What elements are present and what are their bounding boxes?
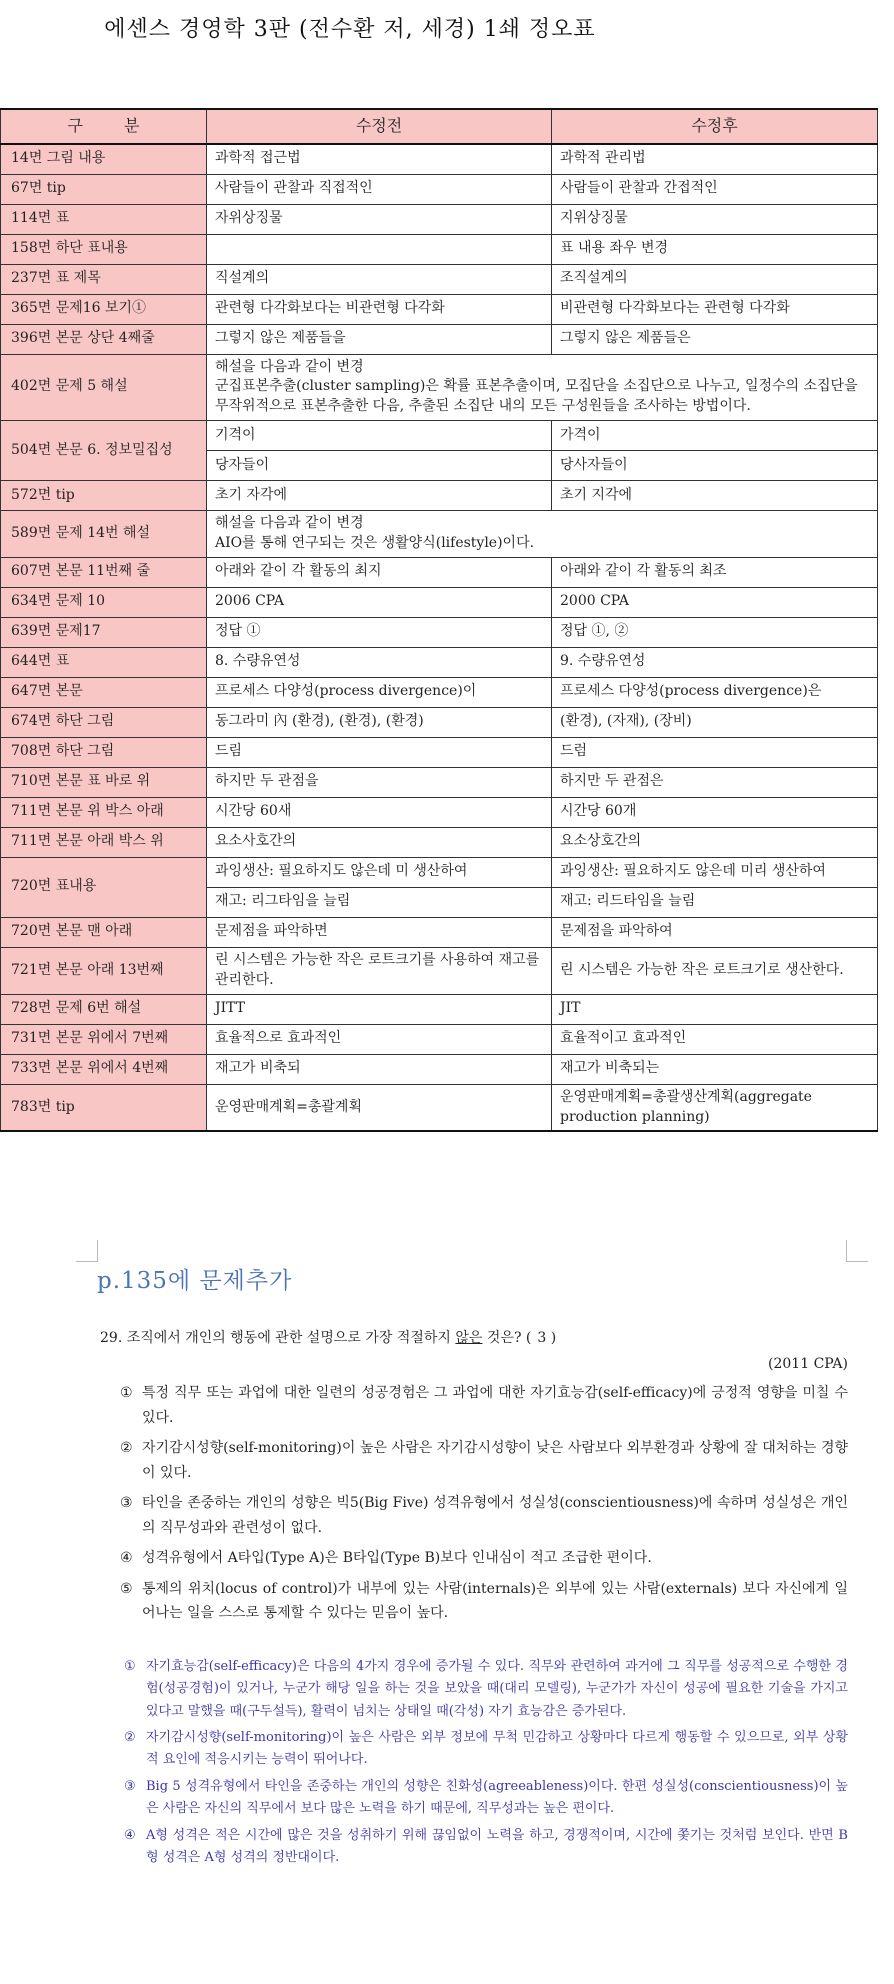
option-item	[120, 1436, 848, 1485]
cell-before: 요소사호간의	[207, 827, 552, 857]
cell-after: (환경), (자재), (장비)	[552, 707, 878, 737]
table-row	[1, 767, 878, 797]
cell-before: 아래와 같이 각 활동의 최지	[207, 557, 552, 587]
cell-before: 재고가 비축되	[207, 1054, 552, 1084]
option-text: 특정 직무 또는 과업에 대한 일련의 성공경험은 그 과업에 대한 자기효능감(self-efficacy)에 긍정적 영향을 미칠 수 있다.	[142, 1385, 848, 1426]
cell-after: 하지만 두 관점은	[552, 767, 878, 797]
explanation-number: ①	[124, 1659, 136, 1674]
crop-mark-left	[76, 1240, 98, 1262]
cell-after: 프로세스 다양성(process divergence)은	[552, 677, 878, 707]
table-row	[1, 234, 878, 264]
cell-before: 기격이	[207, 421, 552, 451]
cell-after: 2000 CPA	[552, 587, 878, 617]
cell-before: 그렇지 않은 제품들을	[207, 324, 552, 354]
cell-after: 초기 지각에	[552, 481, 878, 511]
cell-location: 237면 표 제목	[1, 264, 207, 294]
cell-after: JIT	[552, 994, 878, 1024]
cell-after: 가격이	[552, 421, 878, 451]
cell-after: 요소상호간의	[552, 827, 878, 857]
question-stem-close: )	[546, 1330, 557, 1346]
explanation-item	[124, 1727, 848, 1772]
cell-before: 2006 CPA	[207, 587, 552, 617]
document-title: 에센스 경영학 3판 (전수환 저, 세경) 1쇄 정오표	[104, 17, 596, 42]
cell-after: 린 시스템은 가능한 작은 로트크기로 생산한다.	[552, 947, 878, 994]
question-stem	[100, 1328, 848, 1350]
cell-after: 운영판매계획=총괄생산계획(aggregate production planning)	[552, 1084, 878, 1131]
cell-before: 린 시스템은 가능한 작은 로트크기를 사용하여 재고를 관리한다.	[207, 947, 552, 994]
cell-location: 67면 tip	[1, 174, 207, 204]
table-row	[1, 324, 878, 354]
option-item	[120, 1546, 848, 1571]
explanation-item	[124, 1776, 848, 1821]
question-block	[100, 1328, 848, 1632]
cell-before: 당자들이	[207, 451, 552, 481]
explanation-number: ④	[124, 1827, 136, 1843]
header-location: 구 분	[1, 109, 207, 144]
table-row	[1, 264, 878, 294]
cell-before: 재고: 리그타임을 늘림	[207, 887, 552, 917]
cell-after: 사람들이 관찰과 간접적인	[552, 174, 878, 204]
cell-after: 과학적 관리법	[552, 144, 878, 174]
table-row	[1, 481, 878, 511]
cell-location: 783면 tip	[1, 1084, 207, 1131]
table-row	[1, 617, 878, 647]
table-row	[1, 1024, 878, 1054]
cell-location: 396면 본문 상단 4째줄	[1, 324, 207, 354]
table-row	[1, 174, 878, 204]
errata-table	[0, 108, 878, 1132]
option-number: ②	[120, 1440, 133, 1457]
cell-before: 과잉생산: 필요하지도 않은데 미 생산하여	[207, 857, 552, 887]
option-text: 통제의 위치(locus of control)가 내부에 있는 사람(internals)은 외부에 있는 사람(externals) 보다 자신에게 일어나는 일을 스스로 통제할 수 있다는 믿음이 높다.	[142, 1580, 848, 1622]
explanation-item	[124, 1656, 848, 1723]
cell-location: 711면 본문 아래 박스 위	[1, 827, 207, 857]
table-row	[1, 354, 878, 421]
explanation-number: ②	[124, 1730, 136, 1746]
cell-location: 365면 문제16 보기①	[1, 294, 207, 324]
option-text: 타인을 존중하는 개인의 성향은 빅5(Big Five) 성격유형에서 성실성(conscientiousness)에 속하며 성실성은 개인의 직무성과와 관련성이 없다.	[142, 1495, 848, 1536]
cell-merged-note	[207, 511, 878, 558]
cell-before: 정답 ①	[207, 617, 552, 647]
note-line-1: 해설을 다음과 같이 변경	[215, 358, 364, 375]
header-after: 수정후	[552, 109, 878, 144]
cell-location: 589면 문제 14번 해설	[1, 511, 207, 558]
note-line-2: 군집표본추출(cluster sampling)은 확률 표본추출이며, 모집단을 소집단으로 나누고, 일정수의 소집단을 무작위적으로 표본추출한 다음, 추출된 소집단 내의 모든 구성원들을 조사하는 방법이다.	[215, 378, 858, 415]
table-row	[1, 857, 878, 887]
question-source: (2011 CPA)	[768, 1355, 848, 1372]
cell-before: 과학적 접근법	[207, 144, 552, 174]
cell-location: 674면 하단 그림	[1, 707, 207, 737]
option-text: 자기감시성향(self-monitoring)이 높은 사람은 자기감시성향이 낮은 사람보다 외부환경과 상황에 잘 대처하는 경향이 있다.	[142, 1440, 848, 1481]
cell-location: 158면 하단 표내용	[1, 234, 207, 264]
cell-location: 14면 그림 내용	[1, 144, 207, 174]
cell-location: 731면 본문 위에서 7번째	[1, 1024, 207, 1054]
header-before: 수정전	[207, 109, 552, 144]
table-row	[1, 587, 878, 617]
question-stem-prefix: 29. 조직에서 개인의 행동에 관한 설명으로 가장 적절하지	[100, 1330, 456, 1346]
cell-before: 직설계의	[207, 264, 552, 294]
cell-after: 재고: 리드타임을 늘림	[552, 887, 878, 917]
cell-after: 조직설계의	[552, 264, 878, 294]
table-row	[1, 737, 878, 767]
cell-before: JITT	[207, 994, 552, 1024]
cell-location: 733면 본문 위에서 4번째	[1, 1054, 207, 1084]
cell-before: 동그라미 內 (환경), (환경), (환경)	[207, 707, 552, 737]
cell-before: 관련형 다각화보다는 비관련형 다각화	[207, 294, 552, 324]
cell-after: 표 내용 좌우 변경	[552, 234, 878, 264]
table-row	[1, 557, 878, 587]
cell-after: 과잉생산: 필요하지도 않은데 미리 생산하여	[552, 857, 878, 887]
cell-merged-note	[207, 354, 878, 421]
cell-location: 644면 표	[1, 647, 207, 677]
cell-after: 정답 ①, ②	[552, 617, 878, 647]
table-row	[1, 647, 878, 677]
cell-location: 504면 본문 6. 정보밀집성	[1, 421, 207, 481]
cell-location: 720면 본문 맨 아래	[1, 917, 207, 947]
cell-location: 720면 표내용	[1, 857, 207, 917]
cell-before: 드림	[207, 737, 552, 767]
cell-before: 프로세스 다양성(process divergence)이	[207, 677, 552, 707]
question-answer: 3	[537, 1330, 547, 1346]
explanation-item	[124, 1825, 848, 1870]
option-number: ①	[120, 1385, 133, 1402]
explanation-text: A형 성격은 적은 시간에 많은 것을 성취하기 위해 끊임없이 노력을 하고, 경쟁적이며, 시간에 쫓기는 것처럼 보인다. 반면 B형 성격은 A형 성격의 정반대이다.	[146, 1827, 848, 1865]
table-header-row	[1, 109, 878, 144]
cell-after: 아래와 같이 각 활동의 최조	[552, 557, 878, 587]
table-row	[1, 511, 878, 558]
cell-location: 728면 문제 6번 해설	[1, 994, 207, 1024]
cell-location: 634면 문제 10	[1, 587, 207, 617]
cell-location: 708면 하단 그림	[1, 737, 207, 767]
cell-after: 9. 수량유연성	[552, 647, 878, 677]
cell-location: 607면 본문 11번째 줄	[1, 557, 207, 587]
option-text: 성격유형에서 A타입(Type A)은 B타입(Type B)보다 인내심이 적고 조급한 편이다.	[142, 1550, 652, 1567]
cell-after: 시간당 60개	[552, 797, 878, 827]
cell-after: 문제점을 파악하여	[552, 917, 878, 947]
cell-after: 그렇지 않은 제품들은	[552, 324, 878, 354]
table-row	[1, 797, 878, 827]
cell-location: 572면 tip	[1, 481, 207, 511]
option-item	[120, 1381, 848, 1430]
cell-location: 710면 본문 표 바로 위	[1, 767, 207, 797]
table-row	[1, 707, 878, 737]
cell-before: 8. 수량유연성	[207, 647, 552, 677]
cell-location: 402면 문제 5 해설	[1, 354, 207, 421]
table-row	[1, 144, 878, 174]
options-list	[120, 1381, 848, 1626]
table-row	[1, 827, 878, 857]
cell-after: 당사자들이	[552, 451, 878, 481]
cell-after: 재고가 비축되는	[552, 1054, 878, 1084]
table-row	[1, 1054, 878, 1084]
table-row	[1, 917, 878, 947]
table-row	[1, 677, 878, 707]
cell-after: 비관련형 다각화보다는 관련형 다각화	[552, 294, 878, 324]
cell-before: 자위상징물	[207, 204, 552, 234]
cell-before: 하지만 두 관점을	[207, 767, 552, 797]
cell-before: 사람들이 관찰과 직접적인	[207, 174, 552, 204]
explanation-text: 자기효능감(self-efficacy)은 다음의 4가지 경우에 증가될 수 있다. 직무와 관련하여 과거에 그 직무를 성공적으로 수행한 경험(성공경험)이 있거나, 누군가 해당 일을 하는 것을 보았을 때(대리 모델링), 누군가가 자신이 성공에 필요한 기술을 가지고 있다고 말했을 때(구두설득), 활력이 넘치는 상태일 때(각성) 자기 효능감은 증가된다.	[146, 1659, 848, 1719]
cell-after: 효율적이고 효과적인	[552, 1024, 878, 1054]
cell-before: 문제점을 파악하면	[207, 917, 552, 947]
crop-mark-right	[846, 1240, 868, 1262]
cell-location: 114면 표	[1, 204, 207, 234]
cell-location: 721면 본문 아래 13번째	[1, 947, 207, 994]
explanation-list	[124, 1656, 848, 1873]
cell-location: 711면 본문 위 박스 아래	[1, 797, 207, 827]
table-row	[1, 994, 878, 1024]
cell-after: 지위상징물	[552, 204, 878, 234]
section-heading: p.135에 문제추가	[97, 1268, 293, 1294]
option-item	[120, 1577, 848, 1626]
cell-before: 운영판매계획=총괄계획	[207, 1084, 552, 1131]
cell-before: 효율적으로 효과적인	[207, 1024, 552, 1054]
note-line-1: 해설을 다음과 같이 변경	[215, 515, 364, 532]
table-row	[1, 1084, 878, 1131]
question-stem-emphasis: 않은	[455, 1330, 483, 1346]
explanation-number: ③	[124, 1778, 136, 1794]
cell-location: 639면 문제17	[1, 617, 207, 647]
cell-before: 시간당 60새	[207, 797, 552, 827]
option-item	[120, 1491, 848, 1540]
cell-location: 647면 본문	[1, 677, 207, 707]
table-row	[1, 947, 878, 994]
table-row	[1, 294, 878, 324]
cell-before	[207, 234, 552, 264]
table-row	[1, 421, 878, 451]
cell-after: 드럼	[552, 737, 878, 767]
explanation-text: Big 5 성격유형에서 타인을 존중하는 개인의 성향은 친화성(agreeableness)이다. 한편 성실성(conscientiousness)이 높은 사람은 자신의 직무에서 보다 많은 노력을 하기 때문에, 직무성과는 높은 편이다.	[146, 1778, 848, 1817]
note-line-2: AIO를 통해 연구되는 것은 생활양식(lifestyle)이다.	[215, 535, 535, 551]
cell-before: 초기 자각에	[207, 481, 552, 511]
table-row	[1, 204, 878, 234]
question-stem-suffix: 것은? (	[482, 1330, 532, 1346]
option-number: ⑤	[120, 1580, 133, 1597]
explanation-text: 자기감시성향(self-monitoring)이 높은 사람은 외부 정보에 무척 민감하고 상황마다 다르게 행동할 수 있으므로, 외부 상황적 요인에 적응시키는 능력이 뛰어나다.	[146, 1730, 848, 1768]
option-number: ④	[120, 1550, 133, 1567]
option-number: ③	[120, 1495, 133, 1512]
